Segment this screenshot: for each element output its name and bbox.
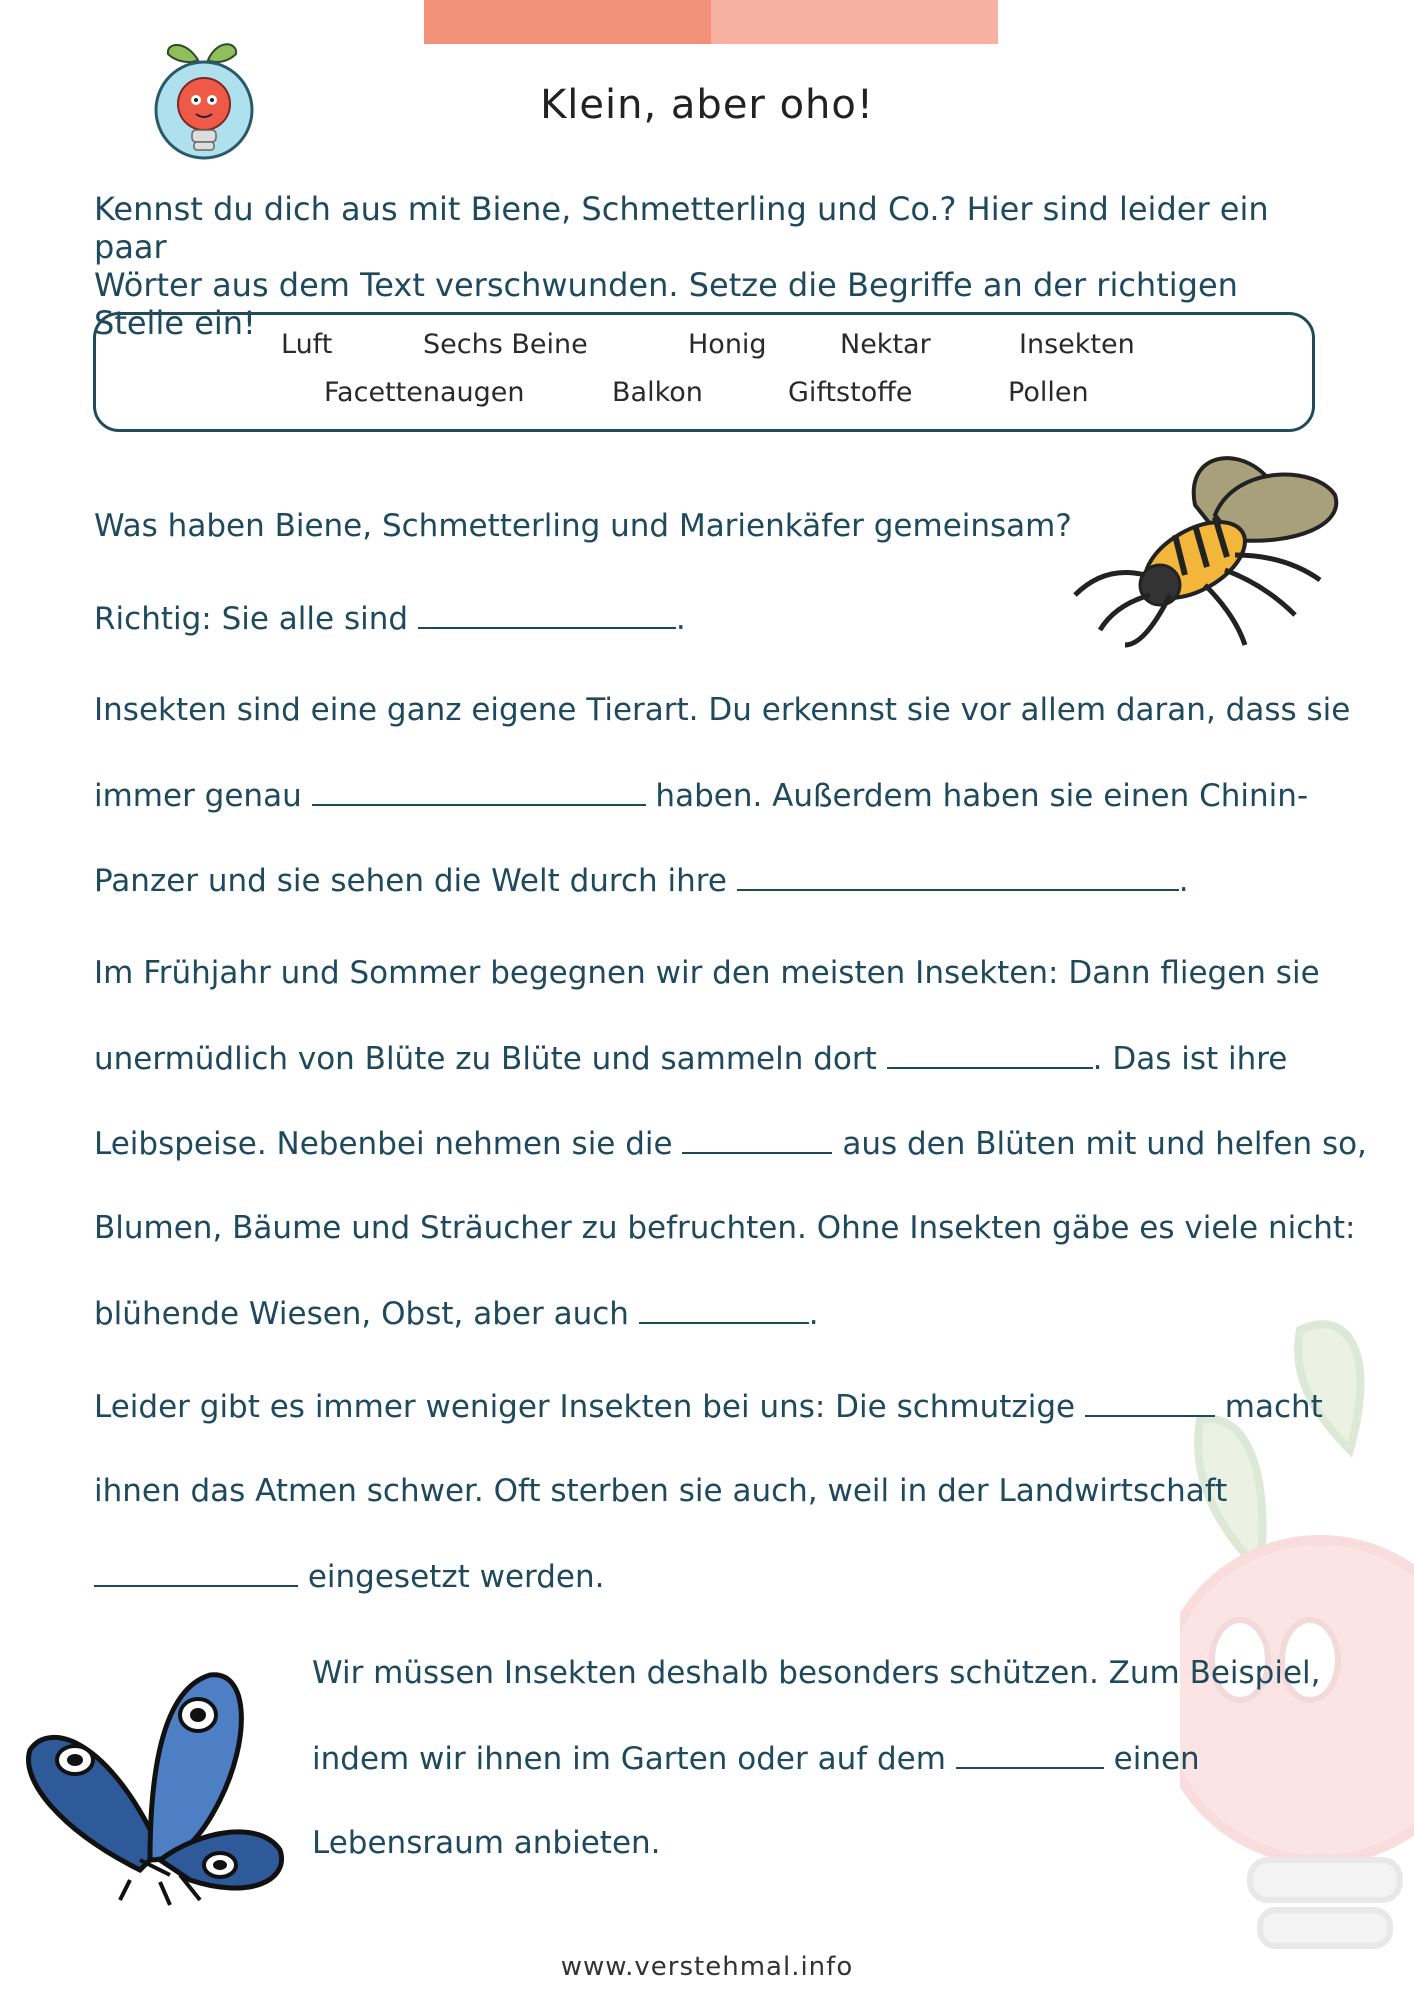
blank-field[interactable] — [312, 777, 646, 806]
text-segment: aus den Blüten mit und helfen so, — [832, 1126, 1367, 1162]
text-segment: haben. Außerdem haben sie einen Chinin- — [645, 778, 1309, 814]
text-segment: Leider gibt es immer weniger Insekten bei uns: Die schmutzige — [94, 1389, 1085, 1425]
paragraph-line — [94, 1558, 604, 1595]
text-segment: immer genau — [94, 778, 312, 814]
butterfly-illustration — [20, 1660, 300, 1920]
paragraph-line — [94, 777, 1308, 814]
instructions-line-2: Wörter aus dem Text verschwunden. Setze die Begriffe an der richtigen Stelle ein! — [94, 266, 1238, 342]
text-segment: Leibspeise. Nebenbei nehmen sie die — [94, 1126, 683, 1162]
blank-field[interactable] — [682, 1125, 832, 1154]
blank-field[interactable] — [418, 600, 676, 629]
text-segment: macht — [1214, 1389, 1323, 1425]
blank-field[interactable] — [94, 1558, 298, 1587]
blank-field[interactable] — [737, 862, 1179, 891]
answer-end: . — [675, 601, 686, 637]
word-bank-item: Pollen — [1008, 377, 1089, 408]
question-line: Was haben Biene, Schmetterling und Marienkäfer gemeinsam? — [94, 508, 1072, 544]
paragraph-line — [312, 1740, 1200, 1777]
text-segment: unermüdlich von Blüte zu Blüte und sammeln dort — [94, 1041, 887, 1077]
word-bank-item: Facettenaugen — [324, 377, 525, 408]
word-bank-item: Balkon — [612, 377, 703, 408]
answer-line — [94, 600, 686, 637]
paragraph-line: Im Frühjahr und Sommer begegnen wir den meisten Insekten: Dann fliegen sie — [94, 955, 1320, 991]
paragraph-line: Insekten sind eine ganz eigene Tierart. Du erkennst sie vor allem daran, dass sie — [94, 692, 1351, 728]
paragraph-line — [94, 1295, 819, 1332]
blank-field[interactable] — [887, 1040, 1093, 1069]
answer-text: Richtig: Sie alle sind — [94, 601, 418, 637]
paragraph-line — [94, 1388, 1323, 1425]
page-title: Klein, aber oho! — [540, 82, 874, 128]
text-segment: . — [808, 1296, 819, 1332]
blank-field[interactable] — [956, 1740, 1104, 1769]
word-bank-box — [93, 312, 1315, 432]
top-accent-bar — [424, 0, 998, 44]
instructions-line-1: Kennst du dich aus mit Biene, Schmetterling und Co.? Hier sind leider ein paar — [94, 190, 1269, 266]
paragraph-line: Wir müssen Insekten deshalb besonders schützen. Zum Beispiel, — [312, 1655, 1321, 1691]
blank-field[interactable] — [639, 1295, 809, 1324]
paragraph-line — [94, 1125, 1367, 1162]
paragraph-line — [94, 862, 1189, 899]
bee-illustration — [1065, 445, 1345, 650]
text-segment: blühende Wiesen, Obst, aber auch — [94, 1296, 639, 1332]
word-bank-item: Honig — [688, 329, 767, 360]
accent-bar-left — [424, 0, 711, 44]
text-segment: indem wir ihnen im Garten oder auf dem — [312, 1741, 956, 1777]
paragraph-line: Blumen, Bäume und Sträucher zu befruchten. Ohne Insekten gäbe es viele nicht: — [94, 1210, 1356, 1246]
text-segment: eingesetzt werden. — [298, 1559, 605, 1595]
footer-url[interactable]: www.verstehmal.info — [560, 1952, 854, 1982]
text-segment: Panzer und sie sehen die Welt durch ihre — [94, 863, 737, 899]
word-bank-item: Luft — [281, 329, 333, 360]
word-bank-item: Insekten — [1019, 329, 1135, 360]
text-segment: . Das ist ihre — [1092, 1041, 1288, 1077]
paragraph-line — [94, 1040, 1287, 1077]
accent-bar-right — [711, 0, 998, 44]
word-bank-item: Nektar — [840, 329, 931, 360]
paragraph-line: ihnen das Atmen schwer. Oft sterben sie auch, weil in der Landwirtschaft — [94, 1473, 1228, 1509]
text-segment: . — [1178, 863, 1189, 899]
blank-field[interactable] — [1085, 1388, 1215, 1417]
paragraph-line: Lebensraum anbieten. — [312, 1825, 661, 1861]
text-segment: einen — [1103, 1741, 1200, 1777]
word-bank-item: Giftstoffe — [788, 377, 913, 408]
word-bank-item: Sechs Beine — [423, 329, 588, 360]
